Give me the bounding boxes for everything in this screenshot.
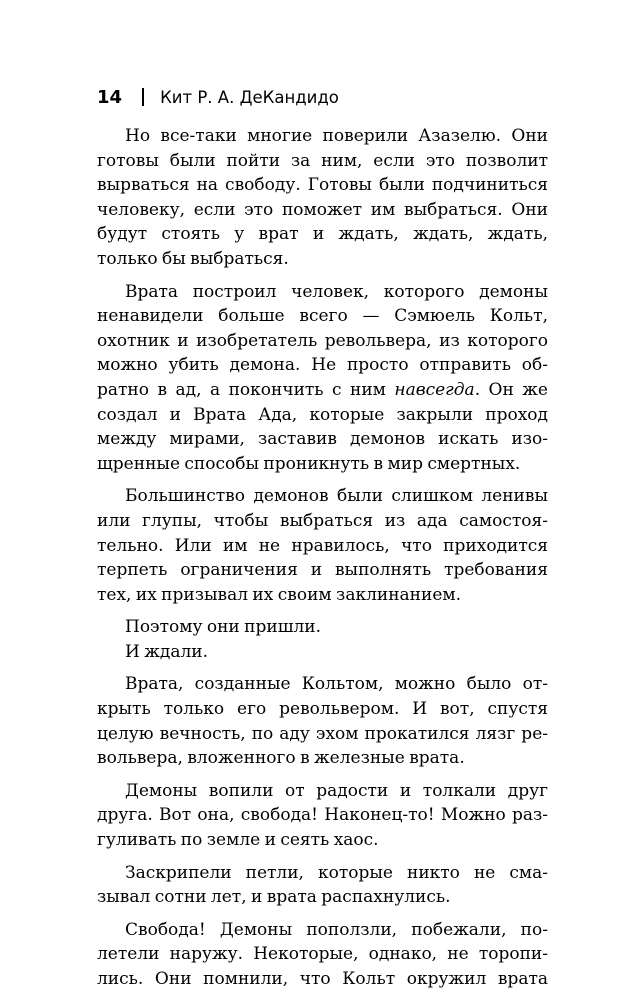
- text-line: гуливать по земле и сеять хаос.: [97, 830, 379, 851]
- text-line: лись. Они помнили, что Кольт окружил врата: [97, 969, 548, 989]
- header-divider: [142, 88, 144, 106]
- page-header: [97, 85, 339, 109]
- text-segment: ратно в ад, а покончить с ним: [97, 379, 386, 400]
- paragraph: [97, 779, 548, 853]
- text-line: между мирами, заставив демонов искать изо-: [97, 429, 548, 450]
- text-line-with-emphasis: [97, 378, 548, 403]
- text-line: Свобода! Демоны поползли, побежали, по-: [125, 919, 548, 940]
- emphasis-word: навсегда: [394, 379, 475, 400]
- text-line: вольвера, вложенного в железные врата.: [97, 748, 465, 769]
- text-line: зывал сотни лет, и врата распахнулись.: [97, 887, 451, 908]
- text-line: Заскрипели петли, которые никто не сма-: [125, 862, 548, 883]
- paragraph: [97, 124, 548, 272]
- text-line: И ждали.: [125, 641, 209, 662]
- text-line: тельно. Или им не нравилось, что приходится: [97, 535, 548, 556]
- paragraph: [97, 861, 548, 910]
- text-line: Поэтому они пришли.: [125, 617, 322, 638]
- text-line: только бы выбраться.: [97, 248, 289, 269]
- text-line: вырваться на свободу. Готовы были подчиниться: [97, 175, 548, 196]
- text-line: готовы были пойти за ним, если это позволит: [97, 150, 548, 171]
- text-line: Врата построил человек, которого демоны: [125, 281, 548, 302]
- text-line: терпеть ограничения и выполнять требования: [97, 560, 548, 581]
- text-line: человеку, если это поможет им выбраться. Они: [97, 199, 548, 220]
- text-line: щренные способы проникнуть в мир смертных.: [97, 453, 521, 474]
- text-segment: . Он же: [474, 379, 548, 400]
- paragraph: [97, 672, 548, 770]
- text-line: крыть только его револьвером. И вот, спустя: [97, 699, 548, 720]
- running-head: Кит Р. А. ДеКандидо: [160, 87, 339, 107]
- text-line: охотник и изобретатель револьвера, из которого: [97, 330, 548, 351]
- paragraph: [97, 640, 548, 665]
- paragraph: [97, 484, 548, 607]
- paragraph: [97, 615, 548, 640]
- text-line: Демоны вопили от радости и толкали друг: [125, 780, 548, 801]
- text-line: ненавидели больше всего — Сэмюель Кольт,: [97, 306, 548, 327]
- text-line: Врата, созданные Кольтом, можно было от-: [125, 674, 548, 695]
- page-number: 14: [97, 86, 123, 108]
- text-line: Но все-таки многие поверили Азазелю. Они: [125, 126, 548, 146]
- text-line: тех, их призывал их своим заклинанием.: [97, 584, 462, 605]
- paragraph: [97, 918, 548, 992]
- text-line: создал и Врата Ада, которые закрыли проход: [97, 404, 548, 425]
- text-line: Большинство демонов были слишком ленивы: [125, 486, 548, 507]
- text-line: будут стоять у врат и ждать, ждать, ждать,: [97, 224, 548, 245]
- text-line: или глупы, чтобы выбраться из ада самостоя-: [97, 510, 548, 531]
- text-line: целую вечность, по аду эхом прокатился лязг ре-: [97, 723, 548, 744]
- text-line: летели наружу. Некоторые, однако, не торопи-: [97, 944, 548, 965]
- paragraph: [97, 280, 548, 477]
- text-line: друга. Вот она, свобода! Наконец-то! Можно раз-: [97, 805, 548, 826]
- text-line: можно убить демона. Не просто отправить об-: [97, 355, 548, 376]
- body-text: [97, 124, 548, 992]
